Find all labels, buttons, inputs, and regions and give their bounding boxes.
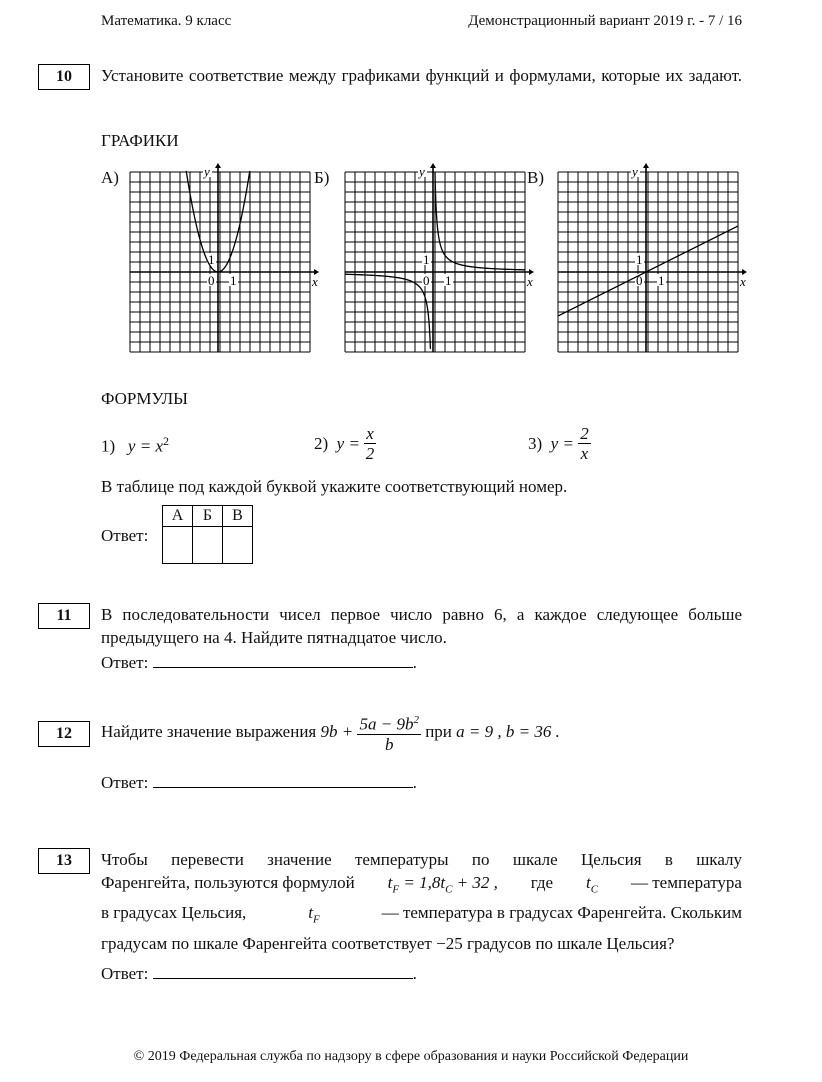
answer-table-header-a: А [163,506,193,527]
question-10-text: Установите соответствие между графиками функций и формулами, которые их задают. [101,66,742,85]
question-12-denominator: b [384,734,394,754]
footer-copyright: © 2019 Федеральная служба по надзору в сфере образования и науки Российской Федерации [133,1049,689,1064]
question-13-formula-rest: = 1,8t [403,873,446,892]
formula-2 [314,424,376,463]
question-13-text [101,848,742,955]
graphs-heading: ГРАФИКИ [101,131,179,150]
question-13-formula-sub-c: C [445,883,453,896]
question-13-line-4-b: градусов по шкале Цельсия? [466,933,675,953]
question-13-line-4-a: градусам по шкале Фаренгейта соответствует [101,933,432,953]
question-13-formula-t: t [387,873,393,892]
formula-3-fraction [578,424,591,463]
question-12-answer [101,773,417,793]
question-10-answer-label: Ответ: [101,526,149,545]
question-number-13: 13 [38,848,90,874]
answer-cell-a[interactable] [163,527,193,564]
question-12-fraction [357,711,420,754]
question-13-value: −25 [436,933,463,953]
question-13-line-2 [101,871,742,901]
question-11-answer-label: Ответ: [101,653,149,672]
header-variant: Демонстрационный вариант 2019 г. - 7 / 16 [468,13,742,29]
question-13-tc-t: t [586,873,591,892]
answer-table-header-c: В [223,506,253,527]
question-13-line-2-c: — температура [630,873,742,892]
graph-label-b: Б) [314,168,330,187]
question-number-11: 11 [38,603,90,629]
formula-2-numerator: x [366,424,374,443]
formula-3 [528,424,591,463]
graph-a [126,164,316,354]
question-12-condition: a = 9 , b = 36 . [456,722,560,742]
formula-2-number: 2) [314,433,329,453]
graph-c [554,164,744,354]
tick-y-one-label: 1 [636,252,643,267]
question-13-tc [586,871,598,901]
question-13-line-4 [101,932,742,955]
answer-cell-c[interactable] [223,527,253,564]
question-13-answer-end: . [412,964,417,983]
formula-1-exponent: 2 [162,434,169,448]
header-subject: Математика. 9 класс [101,13,232,29]
question-13-line-3 [101,901,742,931]
question-13-line-1: Чтобы перевести значение температуры по шкале Цельсия в шкалу [101,850,742,869]
graph-label-c: В) [527,168,544,187]
formula-1 [101,434,169,457]
axis-x-label: x [527,274,533,289]
answer-table [162,505,253,564]
question-11-answer-end: . [412,653,417,672]
tick-zero-label: 0 [423,273,430,288]
tick-zero-label: 0 [636,273,643,288]
axis-y-label: y [204,164,210,179]
question-12-answer-label: Ответ: [101,773,149,792]
answer-cell-b[interactable] [193,527,223,564]
question-12-answer-end: . [412,773,417,792]
tick-x-one-label: 1 [658,273,665,288]
question-11-text: В последовательности чисел первое число равно 6, а каждое следующее больше предыдущего на 4. Найдите пятнадцатое число. [101,605,742,647]
question-10-instruction: В таблице под каждой буквой укажите соответствующий номер. [101,477,568,496]
question-11-answer [101,653,417,673]
question-12-text [101,711,560,754]
question-13-line-2-a: Фаренгейта, пользуются формулой [101,873,355,892]
question-number-12: 12 [38,721,90,747]
question-13-tf-t: t [308,903,313,923]
tick-zero-label: 0 [208,273,215,288]
question-13-formula [388,871,498,901]
function-curve [435,172,525,270]
question-12-answer-field[interactable] [153,773,413,788]
question-13-answer-label: Ответ: [101,964,149,983]
question-13-tf-sub: F [312,913,320,926]
axis-x-label: x [312,274,318,289]
graph-b [341,164,531,354]
question-13-tf [308,901,319,931]
question-13-formula-tail: + 32 , [456,873,498,892]
formula-1-lhs: y = x [127,436,163,456]
formulas-heading: ФОРМУЛЫ [101,389,188,408]
formula-2-denominator: 2 [365,444,375,463]
answer-table-header-b: Б [193,506,223,527]
formula-1-number: 1) [101,436,116,456]
question-12-numerator-text: 5a − 9b [359,714,414,734]
question-13-line-3-a: в градусах Цельсия, [101,903,247,923]
question-12-numerator-exp: 2 [413,714,419,726]
tick-y-one-label: 1 [423,252,430,267]
question-13-tc-sub: C [590,883,599,896]
formula-3-denominator: x [580,444,589,463]
question-12-at: при [425,722,452,742]
question-number-10: 10 [38,64,90,90]
tick-x-one-label: 1 [445,273,452,288]
question-13-line-3-b: — температура в градусах Фаренгейта. Скольким [381,903,742,923]
question-11-answer-field[interactable] [153,653,413,668]
question-13-formula-sub-f: F [392,883,400,896]
question-13-answer-field[interactable] [153,964,413,979]
question-13-line-2-b: где [530,873,554,892]
axis-y-label: y [632,164,638,179]
question-12-numerator [357,711,420,735]
formula-3-number: 3) [528,433,543,453]
formula-3-numerator: 2 [580,424,589,443]
axis-x-label: x [740,274,746,289]
formula-2-fraction [364,424,376,463]
tick-x-one-label: 1 [230,273,237,288]
question-12-expr-lead: 9b + [320,722,354,742]
formula-2-lhs: y = [336,433,360,453]
graph-label-a: А) [101,168,119,187]
formula-3-lhs: y = [550,433,574,453]
question-12-text-before: Найдите значение выражения [101,722,317,742]
question-13-answer [101,964,417,984]
axis-y-label: y [419,164,425,179]
tick-y-one-label: 1 [208,252,215,267]
